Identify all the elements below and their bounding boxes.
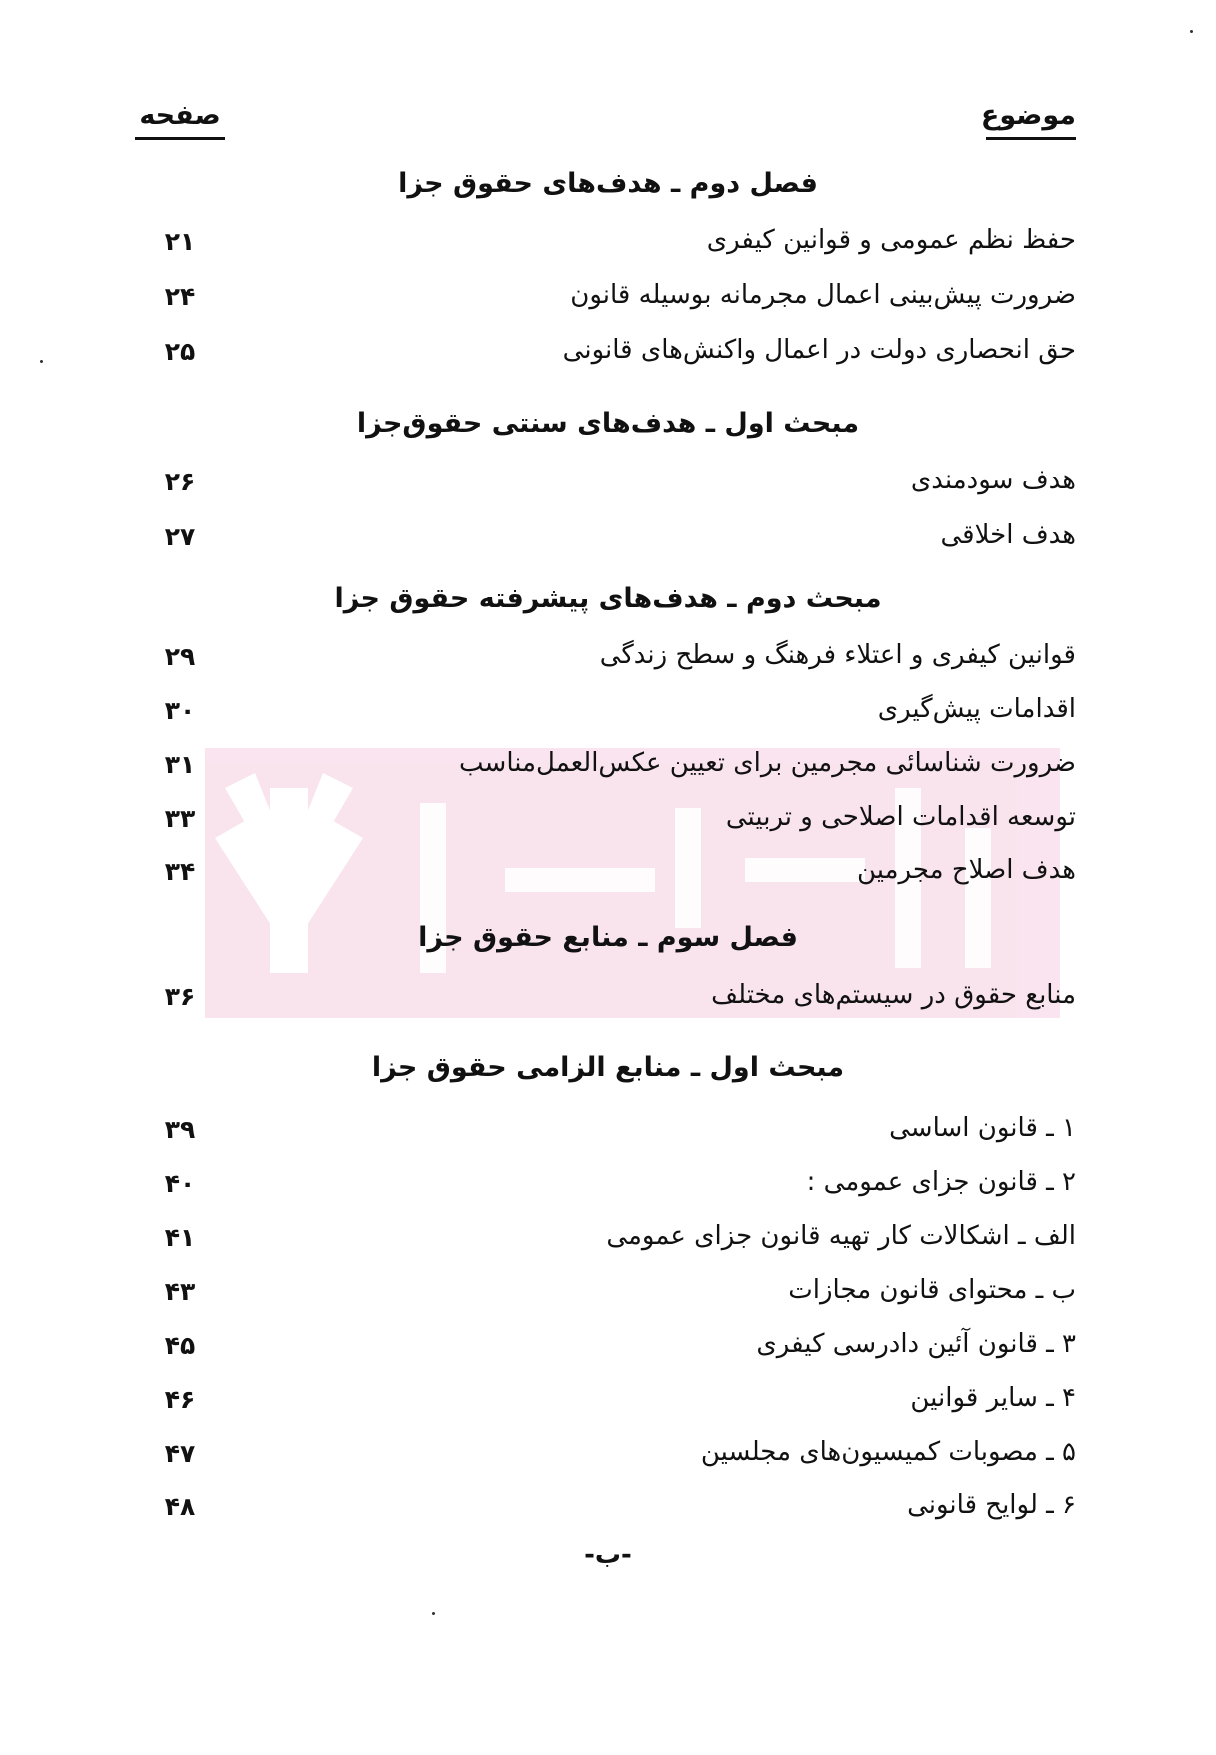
toc-entry-title: ضرورت پیش‌بینی اعمال مجرمانه بوسیله قانون: [570, 280, 1076, 310]
toc-entry-page: ۲۴: [164, 282, 196, 311]
chapter-heading: فصل سوم ـ منابع حقوق جزا: [418, 922, 798, 953]
toc-entry-title: ۵ ـ مصوبات کمیسیون‌های مجلسین: [700, 1437, 1076, 1467]
scan-speck: [432, 1612, 435, 1615]
toc-entry-page: ۳۱: [164, 750, 196, 779]
toc-entry: [0, 855, 1216, 895]
toc-entry: [0, 465, 1216, 505]
topic-column-header: موضوع: [986, 100, 1076, 140]
section-heading: فصل دوم ـ هدف‌های حقوق جزا: [398, 168, 818, 199]
toc-entry-title: حق انحصاری دولت در اعمال واکنش‌های قانونی: [562, 335, 1076, 365]
toc-entry-page: ۴۳: [164, 1277, 196, 1306]
toc-entry: [0, 1221, 1216, 1261]
toc-entry-page: ۴۵: [164, 1331, 196, 1360]
toc-entry-page: ۲۷: [164, 522, 196, 551]
toc-entry-title: قوانین کیفری و اعتلاء فرهنگ و سطح زندگی: [599, 640, 1076, 670]
toc-entry-title: هدف اصلاح مجرمین: [856, 855, 1076, 885]
toc-entry: [0, 1113, 1216, 1153]
toc-entry-page: ۳۹: [164, 1115, 196, 1144]
toc-entry-page: ۴۰: [164, 1169, 196, 1198]
toc-entry-page: ۴۷: [164, 1439, 196, 1468]
toc-entry-page: ۴۶: [164, 1385, 196, 1414]
toc-entry: [0, 1329, 1216, 1369]
toc-entry-title: ۴ ـ سایر قوانین: [910, 1383, 1076, 1413]
toc-entry-title: ۲ ـ قانون جزای عمومی :: [806, 1167, 1076, 1197]
toc-entry-title: ضرورت شناسائی مجرمین برای تعیین عکس‌العمل‌مناسب: [459, 748, 1076, 778]
page-marker: -ب-: [584, 1540, 632, 1570]
toc-entry: [0, 335, 1216, 375]
toc-entry-page: ۲۱: [164, 227, 196, 256]
scan-speck: [1190, 30, 1193, 33]
toc-entry-title: ۶ ـ لوایح قانونی: [907, 1490, 1076, 1520]
toc-entry-title: هدف اخلاقی: [940, 520, 1076, 550]
toc-entry: [0, 802, 1216, 842]
toc-entry-page: ۳۳: [164, 804, 196, 833]
toc-entry-page: ۴۱: [164, 1223, 196, 1252]
toc-entry: [0, 520, 1216, 560]
toc-entry-title: حفظ نظم عمومی و قوانین کیفری: [706, 225, 1076, 255]
toc-entry: [0, 1437, 1216, 1477]
toc-entry-page: ۲۵: [164, 337, 196, 366]
toc-entry: [0, 748, 1216, 788]
toc-entry-title: اقدامات پیش‌گیری: [877, 694, 1076, 724]
toc-entry-title: ۳ ـ قانون آئین دادرسی کیفری: [756, 1329, 1076, 1359]
toc-entry: [0, 640, 1216, 680]
section-heading: مبحث اول ـ هدف‌های سنتی حقوق‌جزا: [356, 408, 860, 439]
section-heading: مبحث دوم ـ هدف‌های پیشرفته حقوق جزا: [334, 583, 882, 614]
toc-entry-page: ۴۸: [164, 1492, 196, 1521]
toc-entry-title: منابع حقوق در سیستم‌های مختلف: [711, 980, 1076, 1010]
toc-entry: [0, 280, 1216, 320]
toc-entry-page: ۳۶: [164, 982, 196, 1011]
toc-entry: [0, 1383, 1216, 1423]
toc-entry-title: توسعه اقدامات اصلاحی و تربیتی: [725, 802, 1076, 832]
section-heading: مبحث اول ـ منابع الزامی حقوق جزا: [371, 1052, 845, 1083]
toc-entry: [0, 694, 1216, 734]
toc-entry: [0, 1167, 1216, 1207]
toc-entry-title: الف ـ اشکالات کار تهیه قانون جزای عمومی: [606, 1221, 1076, 1251]
scan-speck: [40, 360, 43, 363]
toc-entry: [0, 1275, 1216, 1315]
toc-entry-title: ب ـ محتوای قانون مجازات: [788, 1275, 1076, 1305]
toc-entry-page: ۳۴: [164, 857, 196, 886]
toc-entry-page: ۲۶: [164, 467, 196, 496]
toc-entry-title: هدف سودمندی: [910, 465, 1076, 495]
toc-entry: [0, 1490, 1216, 1530]
toc-entry-page: ۳۰: [164, 696, 196, 725]
toc-entry: [0, 225, 1216, 265]
toc-entry-title: ۱ ـ قانون اساسی: [889, 1113, 1076, 1143]
toc-entry: [0, 980, 1216, 1020]
toc-entry-page: ۲۹: [164, 642, 196, 671]
page-column-header: صفحه: [135, 100, 225, 140]
